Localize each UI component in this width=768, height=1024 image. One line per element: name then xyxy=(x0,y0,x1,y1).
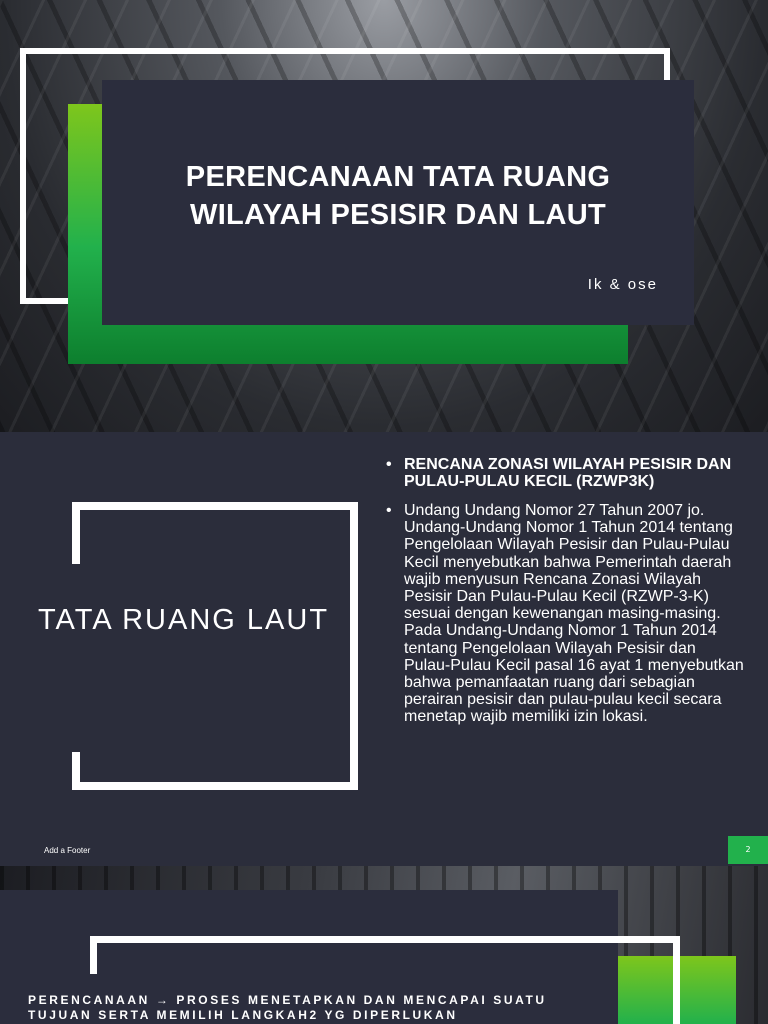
bullet-item-2 xyxy=(386,502,746,726)
bracket-frame xyxy=(72,502,358,790)
bullet-item-1-text: RENCANA ZONASI WILAYAH PESISIR DAN PULAU-PULAU KECIL (RZWP3K) xyxy=(404,456,732,490)
bullet-item-1 xyxy=(386,456,746,490)
section-heading: TATA RUANG LAUT xyxy=(38,604,330,636)
slide-3 xyxy=(0,866,768,1024)
title-panel xyxy=(102,80,694,325)
slide-1 xyxy=(0,0,768,432)
slide-subtitle: Ik & ose xyxy=(587,276,658,293)
slide-2 xyxy=(0,432,768,866)
slide-footer: Add a Footer xyxy=(44,846,91,855)
slide-title xyxy=(102,158,694,234)
page-number-badge: 2 xyxy=(728,836,768,864)
slide-title-line-1: PERENCANAAN TATA RUANG xyxy=(185,161,611,193)
bullet-list xyxy=(386,456,746,726)
bullet-marker: • xyxy=(386,456,392,473)
bullet-marker: • xyxy=(386,502,392,519)
slide-title-line-2: WILAYAH PESISIR DAN LAUT xyxy=(190,199,606,231)
slide-3-text: PERENCANAAN → PROSES MENETAPKAN DAN MENCAPAI SUATU TUJUAN SERTA MEMILIH LANGKAH2 YG DIPERLUKAN xyxy=(28,993,547,1022)
bracket-gap xyxy=(60,564,90,752)
bullet-item-2-text: Undang Undang Nomor 27 Tahun 2007 jo. Undang-Undang Nomor 1 Tahun 2014 tentang Pengelolaan Wilayah Pesisir dan Pulau-Pulau Kecil menyebutkan bahwa Pemerintah daerah wajib menyusun Rencana Zonasi Wilayah Pesisir Dan Pulau-Pulau Kecil (RZWP-3-K) sesuai dengan kewenangan masing-masing. Pada Undang-Undang Nomor 1 Tahun 2014 tentang Pengelolaan Wilayah Pesisir dan Pulau-Pulau Kecil pasal 16 ayat 1 menyebutkan bahwa pemanfaatan ruang dari sebagian perairan pesisir dan pulau-pulau kecil secara menetap wajib memiliki izin lokasi. xyxy=(404,502,744,726)
